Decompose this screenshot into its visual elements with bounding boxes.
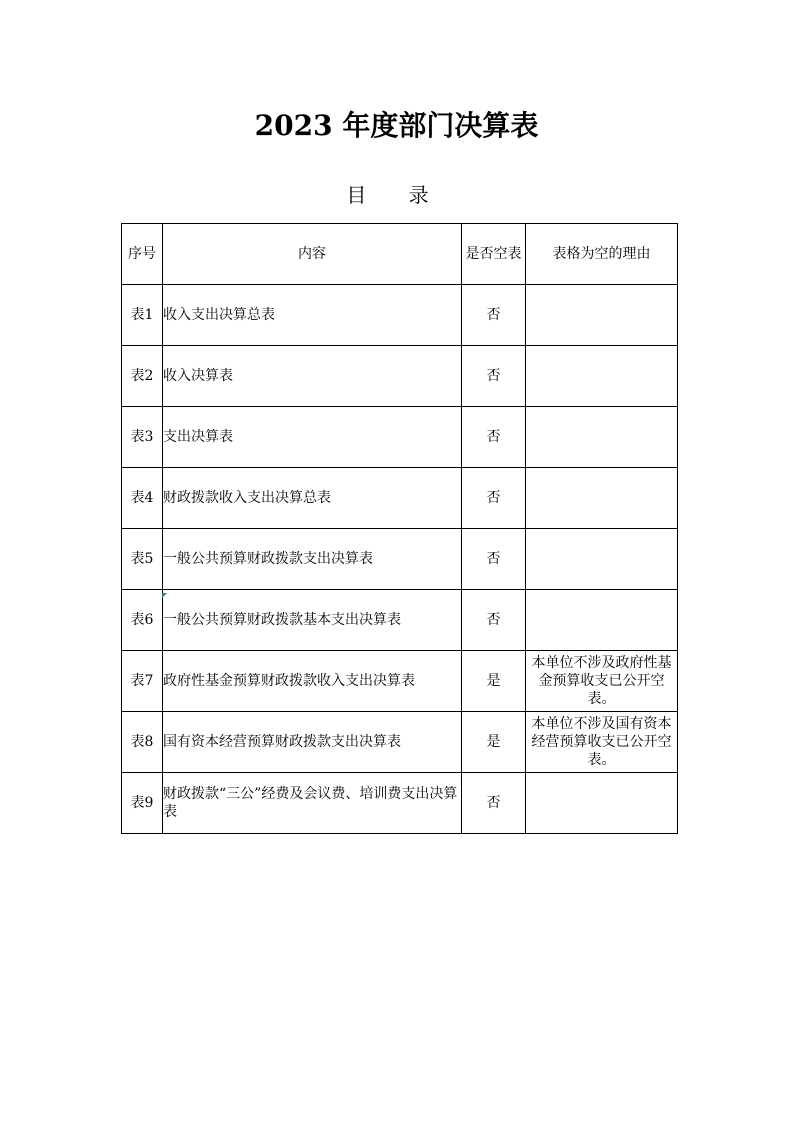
- header-reason: 表格为空的理由: [526, 224, 678, 285]
- header-is-empty: 是否空表: [462, 224, 526, 285]
- row-content: 收入支出决算总表: [163, 285, 462, 346]
- row-seq: 表2: [122, 346, 163, 407]
- row-content: 国有资本经营预算财政拨款支出决算表: [163, 712, 462, 773]
- row-reason: [526, 529, 678, 590]
- row-content: 一般公共预算财政拨款基本支出决算表: [163, 590, 462, 651]
- row-content: 财政拨款“三公”经费及会议费、培训费支出决算表: [163, 773, 462, 834]
- row-is-empty: 否: [462, 407, 526, 468]
- page-title: 2023 年度部门决算表: [254, 109, 539, 142]
- row-is-empty: 否: [462, 590, 526, 651]
- row-seq: 表6: [122, 590, 163, 651]
- row-reason: [526, 468, 678, 529]
- table-row: [122, 346, 678, 407]
- row-seq: 表1: [122, 285, 163, 346]
- row-seq: 表4: [122, 468, 163, 529]
- row-reason: 本单位不涉及政府性基金预算收支已公开空表。: [526, 651, 678, 712]
- header-content: 内容: [163, 224, 462, 285]
- row-seq: 表5: [122, 529, 163, 590]
- table-row: [122, 590, 678, 651]
- table-row: [122, 712, 678, 773]
- page-subtitle: [0, 180, 793, 210]
- row-seq: 表3: [122, 407, 163, 468]
- row-reason: [526, 590, 678, 651]
- header-seq: 序号: [122, 224, 163, 285]
- row-is-empty: 否: [462, 529, 526, 590]
- row-is-empty: 否: [462, 468, 526, 529]
- row-reason: [526, 346, 678, 407]
- row-reason: [526, 285, 678, 346]
- row-content: 收入决算表: [163, 346, 462, 407]
- row-seq: 表8: [122, 712, 163, 773]
- row-content: 支出决算表: [163, 407, 462, 468]
- row-content: 一般公共预算财政拨款支出决算表: [163, 529, 462, 590]
- row-is-empty: 否: [462, 773, 526, 834]
- row-reason: 本单位不涉及国有资本经营预算收支已公开空表。: [526, 712, 678, 773]
- table-header-row: [122, 224, 678, 285]
- table-row: [122, 529, 678, 590]
- row-is-empty: 否: [462, 346, 526, 407]
- row-reason: [526, 407, 678, 468]
- table-row: [122, 407, 678, 468]
- table-row: [122, 651, 678, 712]
- row-content: 政府性基金预算财政拨款收入支出决算表: [163, 651, 462, 712]
- subtitle-text: 目 录: [346, 183, 447, 207]
- row-is-empty: 否: [462, 285, 526, 346]
- contents-table: [121, 223, 678, 834]
- row-reason: [526, 773, 678, 834]
- table-row: [122, 773, 678, 834]
- table-row: [122, 285, 678, 346]
- row-seq: 表9: [122, 773, 163, 834]
- row-is-empty: 是: [462, 651, 526, 712]
- row-is-empty: 是: [462, 712, 526, 773]
- cell-comment-marker: [162, 593, 167, 598]
- row-content: 财政拨款收入支出决算总表: [163, 468, 462, 529]
- table-row: [122, 468, 678, 529]
- row-seq: 表7: [122, 651, 163, 712]
